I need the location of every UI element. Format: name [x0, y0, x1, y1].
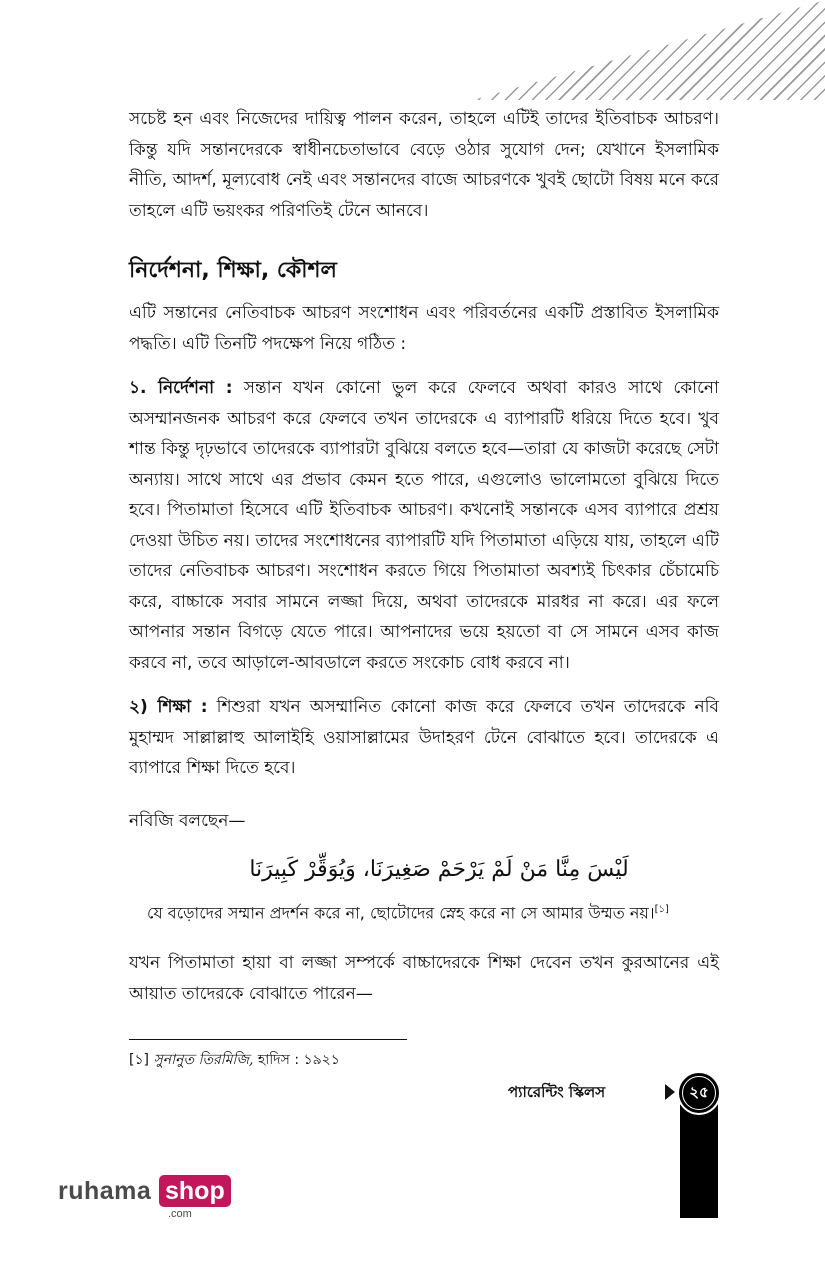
footnote-ref: [১] [129, 1052, 150, 1068]
page-number-badge [677, 1071, 721, 1115]
section-heading: নির্দেশনা, শিক্ষা, কৌশল [129, 258, 337, 283]
paragraph-intro: এটি সন্তানের নেতিবাচক আচরণ সংশোধন এবং পরিবর্তনের একটি প্রস্তাবিত ইসলামিক পদ্ধতি। এটি তিনটি পদক্ষেপ নিয়ে গঠিত : [129, 303, 719, 354]
hadith-translation [147, 896, 719, 926]
page-number: ২৫ [682, 1076, 716, 1110]
paragraph-top: সচেষ্ট হন এবং নিজেদের দায়িত্ব পালন করেন, তাহলে এটিই তাদের ইতিবাচক আচরণ। কিন্তু যদি সন্তানদেরকে স্বাধীনচেতাভাবে বেড়ে ওঠার সুযোগ দেন; যেখানে ইসলামিক নীতি, আদর্শ, মূল্যবোধ নেই এবং সন্তানদের বাজে আচরণকে খুবই ছোটো বিষয় মনে করে তাহলে এটি ভয়ংকর পরিণতিই টেনে আনবে। [129, 109, 719, 221]
play-arrow-icon [665, 1084, 675, 1100]
logo-ruhama-text: ruhama [58, 1177, 152, 1205]
running-footer-title: প্যারেন্টিং স্কিলস [508, 1083, 606, 1101]
paragraph-step2 [129, 692, 719, 784]
saying-intro: নবিজি বলছেন— [129, 810, 246, 831]
hatch-mask [472, 0, 825, 100]
footnote [129, 1050, 340, 1070]
footnote-divider [129, 1039, 407, 1040]
footnote-detail: হাদিস : ১৯২১ [253, 1052, 340, 1068]
page-body [129, 104, 719, 1009]
step2-label: ২) শিক্ষা : [129, 697, 208, 717]
paragraph-step1 [129, 373, 719, 678]
step1-label: ১. নির্দেশনা : [129, 378, 233, 398]
paragraph-end: যখন পিতামাতা হায়া বা লজ্জা সম্পর্কে বাচ্চাদেরকে শিক্ষা দেবেন তখন কুরআনের এই আয়াত তাদেরকে বোঝাতে পারেন— [129, 953, 719, 1004]
step1-text: সন্তান যখন কোনো ভুল করে ফেলবে অথবা কারও সাথে কোনো অসম্মানজনক আচরণ করে ফেলবে তখন তাদেরকে এ ব্যাপারটি ধরিয়ে দিতে হবে। খুব শান্ত কিন্তু দৃঢ়ভাবে তাদেরকে ব্যাপারটা বুঝিয়ে বলতে হবে—তারা যে কাজটা করেছে সেটা অন্যায়। সাথে সাথে এর প্রভাব কেমন হতে পারে, এগুলোও ভালোমতো বুঝিয়ে দিতে হবে। পিতামাতা হিসেবে এটি ইতিবাচক আচরণ। কখনোই সন্তানকে এসব ব্যাপারে প্রশ্রয় দেওয়া উচিত নয়। তাদের সংশোধনের ব্যাপারটি যদি পিতামাতা এড়িয়ে যায়, তাহলে এটি তাদের নেতিবাচক আচরণ। সংশোধন করতে গিয়ে পিতামাতা অবশ্যই চিৎকার চেঁচামেচি করে, বাচ্চাকে সবার সামনে লজ্জা দিয়ে, অথবা তাদেরকে মারধর না করে। এর ফলে আপনার সন্তান বিগড়ে যেতে পারে। আপনাদের ভয়ে হয়তো বা সে সামনে এসব কাজ করবে না, তবে আড়ালে-আবডালে করতে সংকোচ বোধ করবে না। [129, 378, 720, 673]
logo-com-text: .com [168, 1208, 192, 1220]
translation-text: যে বড়োদের সম্মান প্রদর্শন করে না, ছোটোদের স্নেহ করে না সে আমার উম্মত নয়। [147, 903, 655, 923]
ruhamashop-logo [58, 1175, 238, 1221]
step2-text: শিশুরা যখন অসম্মানিত কোনো কাজ করে ফেলবে তখন তাদেরকে নবি মুহাম্মদ সাল্লাল্লাহু আলাইহি ওয়াসাল্লামের উদাহরণ টেনে বোঝাতে হবে। তাদেরকে এ ব্যাপারে শিক্ষা দিতে হবে। [129, 697, 719, 778]
arabic-hadith: لَيْسَ مِنَّا مَنْ لَمْ يَرْحَمْ صَغِيرَنَا، وَيُوَقِّرْ كَبِيرَنَا [249, 857, 629, 882]
footnote-source: সুনানুত তিরমিজি, [153, 1052, 254, 1068]
translation-footnote-ref: [১] [654, 904, 669, 915]
logo-shop-text: shop [159, 1175, 231, 1207]
decorative-hatch-corner [472, 0, 825, 100]
